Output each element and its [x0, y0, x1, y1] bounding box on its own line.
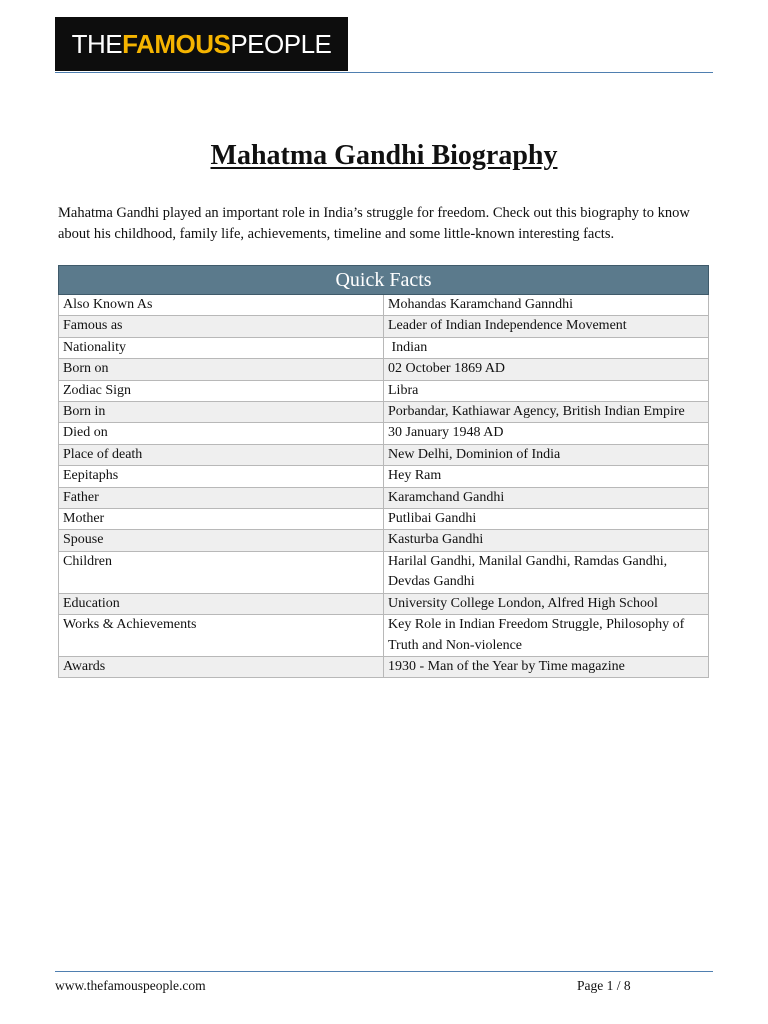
fact-label: Nationality [59, 337, 384, 358]
fact-value: 02 October 1869 AD [384, 359, 709, 380]
table-row [59, 615, 709, 657]
page-number: Page 1 / 8 [577, 978, 631, 993]
fact-label: Father [59, 487, 384, 508]
fact-value: Karamchand Gandhi [384, 487, 709, 508]
table-row [59, 530, 709, 551]
table-row [59, 380, 709, 401]
fact-value: Hey Ram [384, 466, 709, 487]
page-title: Mahatma Gandhi Biography [210, 140, 558, 171]
fact-value: University College London, Alfred High School [384, 593, 709, 614]
fact-label: Eepitaphs [59, 466, 384, 487]
fact-value: Indian [384, 337, 709, 358]
table-row [59, 656, 709, 677]
table-row [59, 551, 709, 593]
quick-facts-table [58, 265, 709, 678]
fact-label: Works & Achievements [59, 615, 384, 657]
fact-label: Place of death [59, 444, 384, 465]
logo-part-famous: FAMOUS [122, 28, 231, 59]
table-row [59, 593, 709, 614]
footer-website-link[interactable]: www.thefamouspeople.com [55, 978, 206, 993]
fact-value: Libra [384, 380, 709, 401]
fact-label: Awards [59, 656, 384, 677]
fact-value: Porbandar, Kathiawar Agency, British Indian Empire [384, 402, 709, 423]
fact-value: Leader of Indian Independence Movement [384, 316, 709, 337]
fact-label: Children [59, 551, 384, 593]
footer-divider [55, 971, 713, 972]
fact-value: Key Role in Indian Freedom Struggle, Philosophy of Truth and Non-violence [384, 615, 709, 657]
table-row [59, 509, 709, 530]
table-row [59, 487, 709, 508]
fact-label: Died on [59, 423, 384, 444]
fact-label: Also Known As [59, 295, 384, 316]
fact-value: Kasturba Gandhi [384, 530, 709, 551]
fact-label: Born in [59, 402, 384, 423]
logo-part-people: PEOPLE [230, 28, 332, 59]
table-row [59, 402, 709, 423]
fact-label: Born on [59, 359, 384, 380]
table-row [59, 316, 709, 337]
fact-value: New Delhi, Dominion of India [384, 444, 709, 465]
table-row [59, 359, 709, 380]
table-row [59, 295, 709, 316]
table-row [59, 444, 709, 465]
fact-label: Famous as [59, 316, 384, 337]
logo-part-the: THE [71, 28, 123, 59]
header-divider [55, 72, 713, 73]
fact-value: Putlibai Gandhi [384, 509, 709, 530]
table-row [59, 337, 709, 358]
intro-paragraph: Mahatma Gandhi played an important role in India’s struggle for freedom. Check out this biography to know about his childhood, family life, achievements, timeline and some little-known interesting facts. [58, 205, 690, 242]
fact-value: Mohandas Karamchand Ganndhi [384, 295, 709, 316]
fact-label: Education [59, 593, 384, 614]
fact-label: Spouse [59, 530, 384, 551]
table-row [59, 423, 709, 444]
quick-facts-heading: Quick Facts [59, 266, 709, 295]
table-row [59, 466, 709, 487]
fact-value: Harilal Gandhi, Manilal Gandhi, Ramdas Gandhi, Devdas Gandhi [384, 551, 709, 593]
fact-value: 30 January 1948 AD [384, 423, 709, 444]
fact-value: 1930 - Man of the Year by Time magazine [384, 656, 709, 677]
site-logo [55, 17, 348, 71]
fact-label: Zodiac Sign [59, 380, 384, 401]
fact-label: Mother [59, 509, 384, 530]
